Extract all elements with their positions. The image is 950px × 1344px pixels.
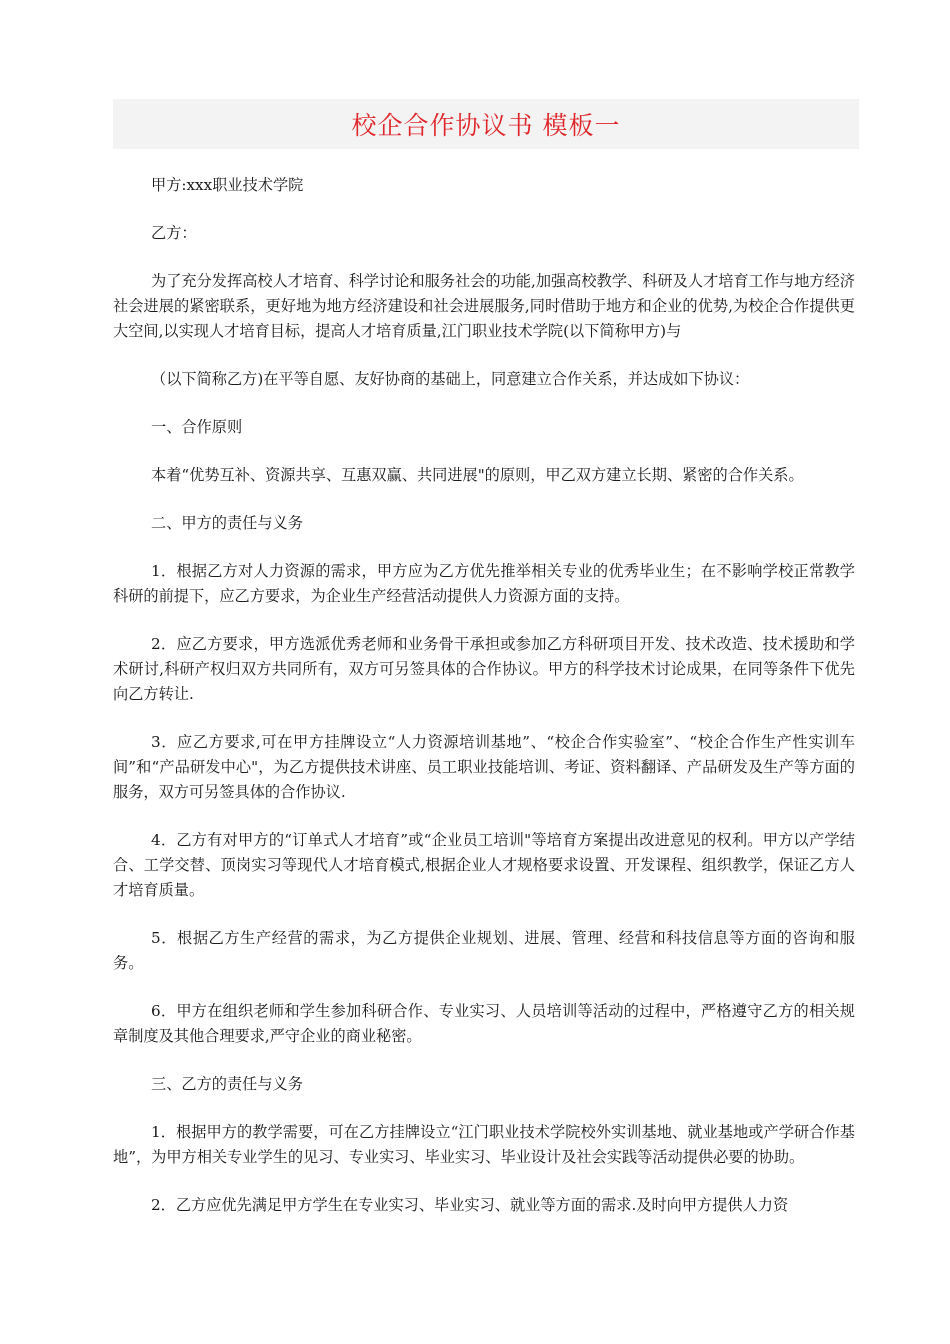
clause-item: 2．乙方应优先满足甲方学生在专业实习、毕业实习、就业等方面的需求.及时向甲方提供人力资 — [151, 1196, 789, 1214]
section-heading: 二、甲方的责任与义务 — [151, 514, 303, 532]
clause-item: 5．根据乙方生产经营的需求，为乙方提供企业规划、进展、管理、经营和科技信息等方面的咨询和服务。 — [113, 929, 855, 972]
clause-item: 2．应乙方要求，甲方选派优秀老师和业务骨干承担或参加乙方科研项目开发、技术改造、技术援助和学术研讨,科研产权归双方共同所有，双方可另签具体的合作协议。甲方的科学技术讨论成果，在同等条件下优先向乙方转让. — [113, 635, 855, 703]
party-a-line: 甲方:xxx职业技术学院 — [151, 176, 304, 194]
intro-paragraph: 为了充分发挥高校人才培育、科学讨论和服务社会的功能,加强高校教学、科研及人才培育工作与地方经济社会进展的紧密联系，更好地为地方经济建设和社会进展服务,同时借助于地方和企业的优势,为校企合作提供更大空间,以实现人才培育目标，提高人才培育质量,江门职业技术学院(以下简称甲方)与 — [113, 272, 855, 340]
document-body — [113, 173, 855, 1241]
party-b-line: 乙方： — [151, 224, 197, 242]
document-title: 校企合作协议书 模板一 — [351, 111, 621, 140]
section-paragraph: 本着“优势互补、资源共享、互惠双赢、共同进展"的原则，甲乙双方建立长期、紧密的合作关系。 — [151, 466, 804, 484]
title-banner — [113, 99, 859, 149]
intro-paragraph-2: （以下简称乙方)在平等自愿、友好协商的基础上，同意建立合作关系，并达成如下协议： — [151, 370, 750, 388]
clause-item: 1．根据甲方的教学需要，可在乙方挂牌设立“江门职业技术学院校外实训基地、就业基地或产学研合作基地”，为甲方相关专业学生的见习、专业实习、毕业实习、毕业设计及社会实践等活动提供必要的协助。 — [113, 1123, 855, 1166]
clause-item: 1．根据乙方对人力资源的需求，甲方应为乙方优先推举相关专业的优秀毕业生；在不影响学校正常教学科研的前提下，应乙方要求，为企业生产经营活动提供人力资源方面的支持。 — [113, 562, 855, 605]
clause-item: 4．乙方有对甲方的“订单式人才培育”或“企业员工培训"等培育方案提出改进意见的权利。甲方以产学结合、工学交替、顶岗实习等现代人才培育模式,根据企业人才规格要求设置、开发课程、组织教学，保证乙方人才培育质量。 — [113, 831, 855, 899]
section-heading: 一、合作原则 — [151, 418, 243, 436]
section-heading: 三、乙方的责任与义务 — [151, 1075, 303, 1093]
clause-item: 6．甲方在组织老师和学生参加科研合作、专业实习、人员培训等活动的过程中，严格遵守乙方的相关规章制度及其他合理要求,严守企业的商业秘密。 — [113, 1002, 855, 1045]
clause-item: 3．应乙方要求,可在甲方挂牌设立“人力资源培训基地”、“校企合作实验室”、“校企合作生产性实训车间”和“产品研发中心"，为乙方提供技术讲座、员工职业技能培训、考证、资料翻译、产品研发及生产等方面的服务，双方可另签具体的合作协议. — [113, 733, 855, 801]
